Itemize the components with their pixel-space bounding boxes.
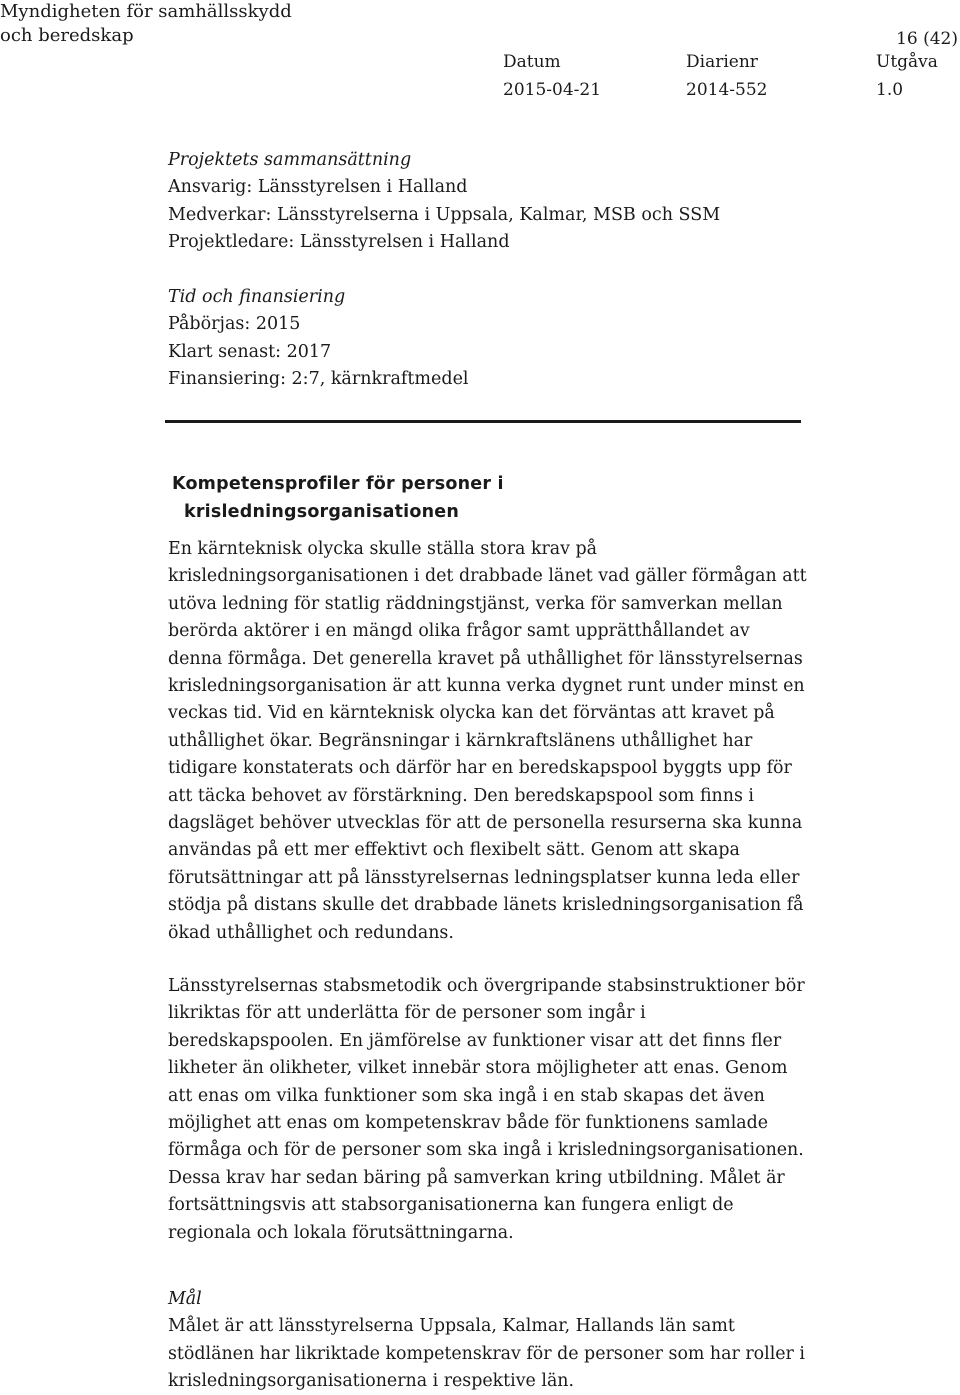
paragraph-line: En kärnteknisk olycka skulle ställa stora krav på xyxy=(168,539,598,559)
paragraph-line: berörda aktörer i en mängd olika frågor samt upprätthållandet av xyxy=(168,621,750,642)
paragraph-line: fortsättningsvis att stabsorganisationerna kan fungera enligt de xyxy=(168,1195,734,1216)
project-title: Projektets sammansättning xyxy=(168,150,412,170)
paragraph-line: möjlighet att enas om kompetenskrav både för funktionens samlade xyxy=(168,1113,769,1134)
paragraph-line: Länsstyrelsernas stabsmetodik och övergripande stabsinstruktioner bör xyxy=(168,976,805,996)
goal-line: krisledningsorganisationerna i respektive län. xyxy=(168,1371,575,1392)
paragraph-line: likheter än olikheter, vilket innebär stora möjligheter att enas. Genom xyxy=(168,1058,788,1079)
paragraph-line: att täcka behovet av förstärkning. Den beredskapspool som finns i xyxy=(168,785,754,806)
section-divider xyxy=(165,420,801,423)
organization-name xyxy=(0,0,292,48)
paragraph-line: att enas om vilka funktioner som ska ingå i en stab skapas det även xyxy=(168,1085,765,1106)
paragraph-line: beredskapspoolen. En jämförelse av funktioner visar att det finns fler xyxy=(168,1030,782,1051)
paragraph-line: regionala och lokala förutsättningarna. xyxy=(168,1222,514,1243)
datum-field xyxy=(503,48,601,104)
paragraph-line: krisledningsorganisationen i det drabbade länet vad gäller förmågan att xyxy=(168,566,807,587)
paragraph-line: stödja på distans skulle det drabbade länets krisledningsorganisation få xyxy=(168,895,804,916)
time-and-financing xyxy=(168,284,469,394)
diarienr-value: 2014-552 xyxy=(686,80,768,100)
organization-line-2: och beredskap xyxy=(0,25,134,46)
utgava-value: 1.0 xyxy=(876,80,904,100)
project-line: Medverkar: Länsstyrelserna i Uppsala, Kalmar, MSB och SSM xyxy=(168,204,721,225)
organization-line-1: Myndigheten för samhällsskydd xyxy=(0,1,292,22)
body-paragraph-1 xyxy=(168,536,807,947)
datum-value: 2015-04-21 xyxy=(503,80,602,100)
section-heading-line-1: Kompetensprofiler för personer i xyxy=(172,474,504,494)
paragraph-line: veckas tid. Vid en kärnteknisk olycka kan det förväntas att kravet på xyxy=(168,703,775,724)
section-heading xyxy=(172,470,504,526)
project-line: Projektledare: Länsstyrelsen i Halland xyxy=(168,232,510,253)
section-heading-line-2: krisledningsorganisationen xyxy=(184,502,459,522)
datum-label: Datum xyxy=(503,52,561,72)
utgava-field xyxy=(876,48,938,104)
paragraph-line: denna förmåga. Det generella kravet på uthållighet för länsstyrelsernas xyxy=(168,648,803,669)
finance-line: Påbörjas: 2015 xyxy=(168,314,301,335)
goal-section xyxy=(168,1286,805,1395)
paragraph-line: ökad uthållighet och redundans. xyxy=(168,922,454,943)
paragraph-line: likriktas för att underlätta för de personer som ingår i xyxy=(168,1003,646,1024)
paragraph-line: tidigare konstaterats och därför har en beredskapspool byggts upp för xyxy=(168,758,792,779)
project-composition xyxy=(168,147,720,257)
finance-line: Klart senast: 2017 xyxy=(168,341,332,362)
project-line: Ansvarig: Länsstyrelsen i Halland xyxy=(168,177,468,198)
paragraph-line: dagsläget behöver utvecklas för att de personella resurserna ska kunna xyxy=(168,813,803,834)
diarienr-field xyxy=(686,48,767,104)
goal-title: Mål xyxy=(168,1289,202,1309)
paragraph-line: krisledningsorganisation är att kunna verka dygnet runt under minst en xyxy=(168,676,805,697)
finance-title: Tid och finansiering xyxy=(168,287,346,307)
diarienr-label: Diarienr xyxy=(686,52,758,72)
page-number: 16 (42) xyxy=(896,29,958,49)
paragraph-line: Dessa krav har sedan bäring på samverkan kring utbildning. Målet är xyxy=(168,1167,785,1188)
paragraph-line: förutsättningar att på länsstyrelsernas ledningsplatser kunna leda eller xyxy=(168,867,800,888)
finance-line: Finansiering: 2:7, kärnkraftmedel xyxy=(168,369,469,390)
paragraph-line: förmåga och för de personer som ska ingå i krisledningsorganisationen. xyxy=(168,1140,804,1161)
utgava-label: Utgåva xyxy=(876,52,938,72)
goal-line: Målet är att länsstyrelserna Uppsala, Kalmar, Hallands län samt xyxy=(168,1316,735,1337)
paragraph-line: utöva ledning för statlig räddningstjänst, verka för samverkan mellan xyxy=(168,593,783,614)
paragraph-line: uthållighet ökar. Begränsningar i kärnkraftslänens uthållighet har xyxy=(168,730,753,751)
goal-line: stödlänen har likriktade kompetenskrav för de personer som har roller i xyxy=(168,1343,805,1364)
paragraph-line: användas på ett mer effektivt och flexibelt sätt. Genom att skapa xyxy=(168,840,740,861)
body-paragraph-2 xyxy=(168,973,805,1247)
